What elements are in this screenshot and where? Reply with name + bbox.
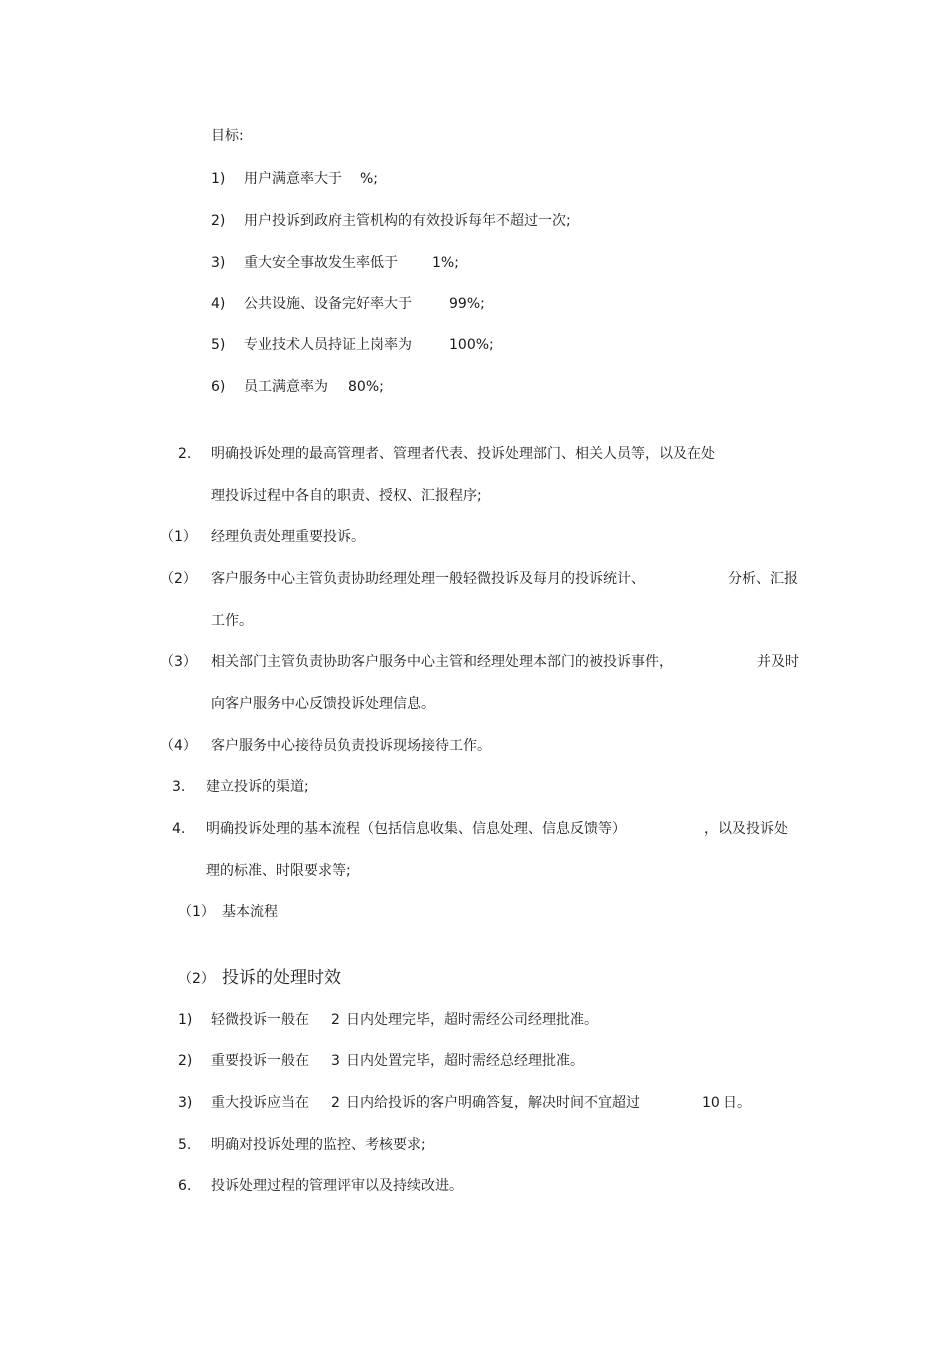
goal-value-3: 1%;: [432, 255, 459, 271]
section2-item1-text: 经理负责处理重要投诉。: [211, 529, 365, 545]
time-item3-post2: 日。: [723, 1095, 751, 1111]
section5-num: 5.: [178, 1137, 192, 1153]
section2-item2-line2: 工作。: [211, 613, 253, 629]
time-item1-post: 日内处理完毕，超时需经公司经理批准。: [346, 1012, 598, 1028]
goal-value-1: %;: [360, 171, 379, 187]
goal-text-6: 员工满意率为: [244, 379, 328, 395]
section2-item3-line1: 相关部门主管负责协助客户服务中心主管和经理处理本部门的被投诉事件，: [211, 654, 673, 670]
section2-item4-text: 客户服务中心接待员负责投诉现场接待工作。: [211, 738, 491, 754]
goals-title: 目标:: [211, 128, 244, 144]
section4-sub2-num: （2）: [178, 971, 215, 987]
goal-text-1: 用户满意率大于: [244, 171, 342, 187]
time-item3-value2: 10: [702, 1095, 720, 1111]
time-item2-num: 2): [178, 1053, 193, 1069]
time-item3-pre: 重大投诉应当在: [211, 1095, 309, 1111]
time-item1-pre: 轻微投诉一般在: [211, 1012, 309, 1028]
goal-value-5: 100%;: [449, 337, 494, 353]
time-item3-num: 3): [178, 1095, 193, 1111]
time-item2-pre: 重要投诉一般在: [211, 1053, 309, 1069]
time-item3-post: 日内给投诉的客户明确答复，解决时间不宜超过: [346, 1095, 640, 1111]
goal-num-4: 4): [211, 296, 226, 312]
goal-value-4: 99%;: [449, 296, 485, 312]
section2-item2-line1: 客户服务中心主管负责协助经理处理一般轻微投诉及每月的投诉统计、: [211, 571, 645, 587]
section4-sub1-text: 基本流程: [222, 904, 278, 920]
section4-sub2-text: 投诉的处理时效: [222, 968, 341, 988]
section2-line2: 理投诉过程中各自的职责、授权、汇报程序;: [211, 488, 482, 504]
section6-text: 投诉处理过程的管理评审以及持续改进。: [211, 1178, 463, 1194]
section4-line1: 明确投诉处理的基本流程（包括信息收集、信息处理、信息反馈等）: [206, 821, 626, 837]
section6-num: 6.: [178, 1178, 192, 1194]
goal-value-6: 80%;: [348, 379, 384, 395]
section2-num: 2.: [178, 446, 192, 462]
goal-text-5: 专业技术人员持证上岗率为: [244, 337, 412, 353]
section2-item4-num: （4）: [160, 738, 197, 754]
time-item2-value: 3: [331, 1053, 340, 1069]
time-item1-num: 1): [178, 1012, 193, 1028]
time-item1-value: 2: [331, 1012, 340, 1028]
section3-num: 3.: [172, 779, 186, 795]
goal-text-2: 用户投诉到政府主管机构的有效投诉每年不超过一次;: [244, 213, 571, 229]
goal-num-2: 2): [211, 213, 226, 229]
goal-text-3: 重大安全事故发生率低于: [244, 255, 398, 271]
goal-text-4: 公共设施、设备完好率大于: [244, 296, 412, 312]
time-item2-post: 日内处置完毕，超时需经总经理批准。: [346, 1053, 584, 1069]
goal-num-1: 1): [211, 171, 226, 187]
section2-item2-num: （2）: [160, 571, 197, 587]
goal-num-5: 5): [211, 337, 226, 353]
section4-num: 4.: [172, 821, 186, 837]
goal-num-3: 3): [211, 255, 226, 271]
section3-text: 建立投诉的渠道;: [206, 779, 309, 795]
section2-item3-num: （3）: [160, 654, 197, 670]
section2-item3-tail: 并及时: [757, 654, 799, 670]
section2-item2-tail: 分析、汇报: [728, 571, 798, 587]
section2-item1-num: （1）: [160, 529, 197, 545]
section4-sub1-num: （1）: [178, 904, 215, 920]
goal-num-6: 6): [211, 379, 226, 395]
section2-line1: 明确投诉处理的最高管理者、管理者代表、投诉处理部门、相关人员等，以及在处: [211, 446, 715, 462]
section4-line2: 理的标准、时限要求等;: [206, 863, 351, 879]
section4-tail: ，以及投诉处: [704, 821, 788, 837]
section5-text: 明确对投诉处理的监控、考核要求;: [211, 1137, 426, 1153]
section2-item3-line2: 向客户服务中心反馈投诉处理信息。: [211, 696, 435, 712]
time-item3-value: 2: [331, 1095, 340, 1111]
